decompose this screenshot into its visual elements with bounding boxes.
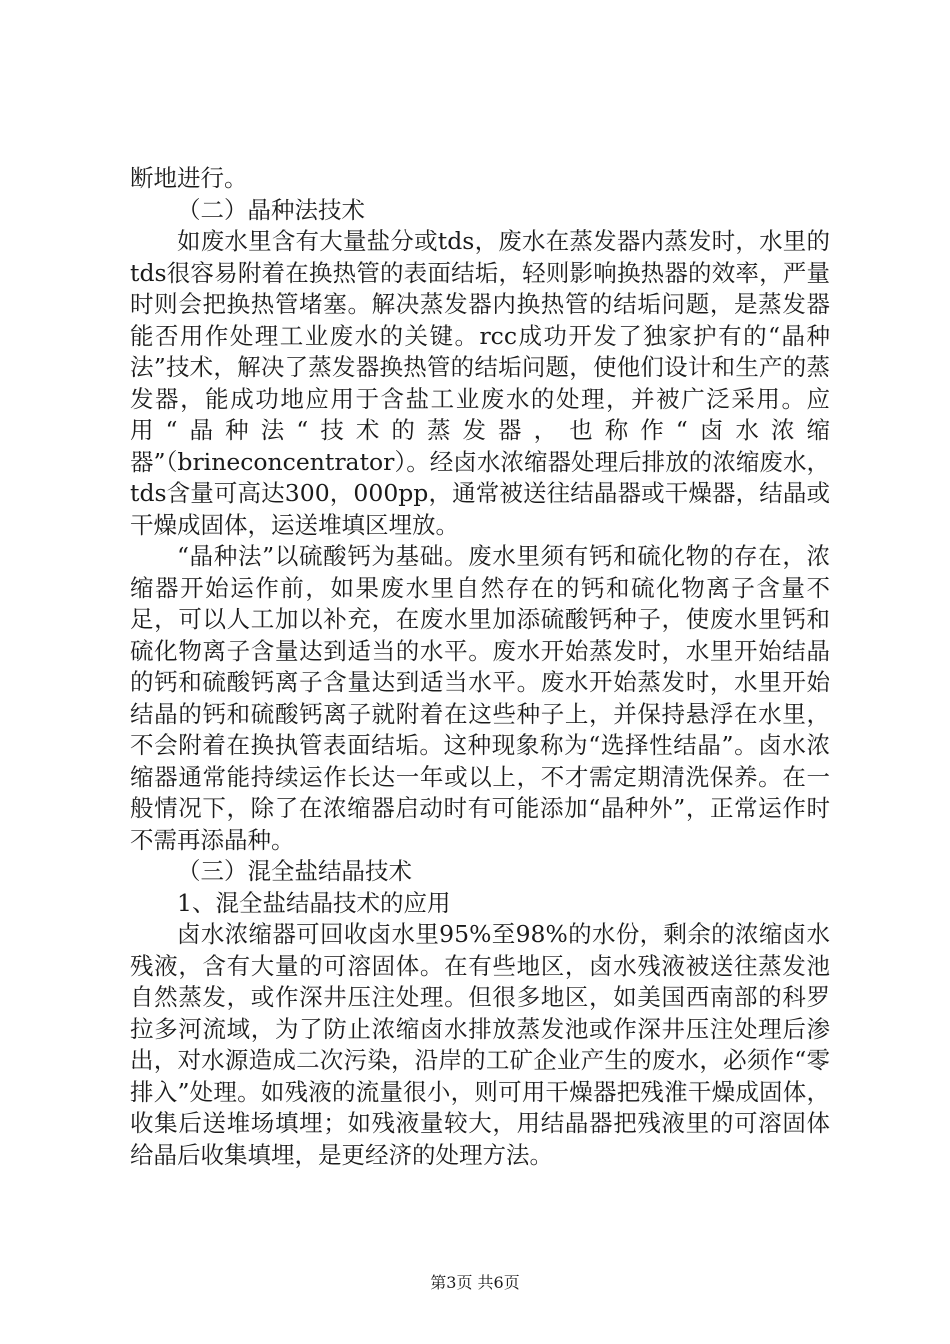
section-heading-mixed-salt: （三）混全盐结晶技术 <box>177 857 412 885</box>
paragraph-seed-method-intro: 如废水里含有大量盐分或tds，废水在蒸发器内蒸发时，水里的tds很容易附着在换热管的表面结垢，轻则影响换热器的效率，严量时则会把换热管堵塞。解决蒸发器内换热管的结垢问题，是蒸发器能否用作处理工业废水的关键。rcc成功开发了独家护有的“晶种法”技术，解决了蒸发器换热管的结垢问题，使他们设计和生产的蒸发器，能成功地应用于含盐工业废水的处理，并被广泛采用。应用“晶种法“技术的蒸发器，也称作“卤水浓缩器”（brineconcentrator）。经卤水浓缩器处理后排放的浓缩废水，tds含量可高达300，000pp，通常被送往结晶器或干燥器，结晶或干燥成固体，运送堆填区埋放。 <box>130 227 830 539</box>
paragraph-continuation: 断地进行。 <box>130 164 248 192</box>
paragraph-brine-concentrator: 卤水浓缩器可回收卤水里95%至98%的水份，剩余的浓缩卤水残液，含有大量的可溶固体。在有些地区，卤水残液被送往蒸发池自然蒸发，或作深井压注处理。但很多地区，如美国西南部的科罗拉多河流域，为了防止浓缩卤水排放蒸发池或作深井压注处理后渗出，对水源造成二次污染，沿岸的工矿企业产生的废水，必须作“零排入”处理。如残液的流量很小，则可用干燥器把残淮干燥成固体，收集后送堆场填埋；如残液量较大，用结晶器把残液里的可溶固体给晶后收集填埋，是更经济的处理方法。 <box>130 920 830 1169</box>
paragraph-seed-method-calcium: “晶种法”以硫酸钙为基础。废水里须有钙和硫化物的存在，浓缩器开始运作前，如果废水里自然存在的钙和硫化物离子含量不足，可以人工加以补充，在废水里加添硫酸钙种子，使废水里钙和硫化物离子含量达到适当的水平。废水开始蒸发时，水里开始结晶的钙和硫酸钙离子含量达到适当水平。废水开始蒸发时，水里开始结晶的钙和硫酸钙离子就附着在这些种子上，并保持悬浮在水里，不会附着在换执管表面结垢。这种现象称为“选择性结晶”。卤水浓缩器通常能持续运作长达一年或以上，不才需定期清洗保养。在一般情况下，除了在浓缩器启动时有可能添加“晶种外”，正常运作时不需再添晶种。 <box>130 542 830 854</box>
subsection-heading-application: 1、混全盐结晶技术的应用 <box>177 888 451 917</box>
document-body <box>130 163 830 1171</box>
section-heading-seed-method: （二）晶种法技术 <box>177 195 365 224</box>
page-number-footer: 第3页 共6页 <box>430 1273 520 1292</box>
